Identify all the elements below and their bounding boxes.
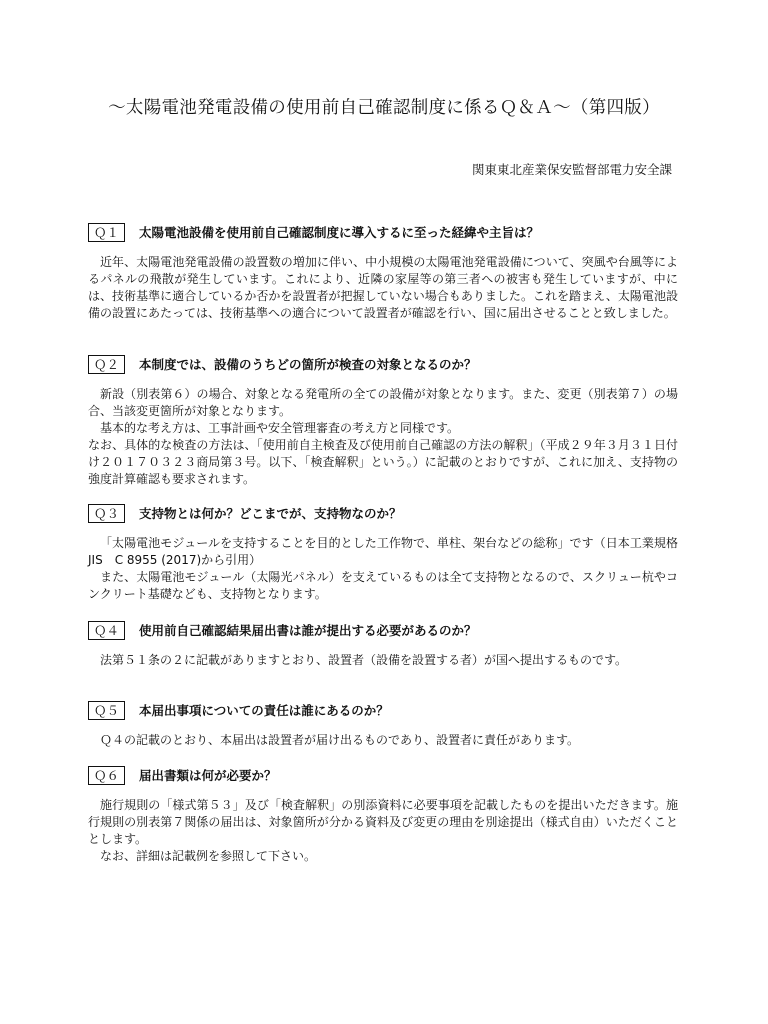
answer-text (88, 386, 678, 488)
question-text: 届出書類は何が必要か？ (139, 768, 277, 783)
answer-paragraph: 法第５１条の２に記載がありますとおり、設置者（設備を設置する者）が国へ提出するものです。 (100, 653, 628, 667)
question-text: 太陽電池設備を使用前自己確認制度に導入するに至った経緯や主旨は？ (139, 225, 540, 240)
answer-paragraph: 施行規則の「様式第５３」及び「検査解釈」の別添資料に必要事項を記載したものを提出いただきます。施行規則の別表第７関係の届出は、対象箇所が分かる資料及び変更の理由を別途提出（様式自由）いただくこととします。 (88, 798, 678, 846)
qa-section-q1 (88, 222, 678, 322)
question-label: Ｑ３ (88, 504, 125, 523)
question-text: 本制度では、設備のうちどの箇所が検査の対象となるのか？ (139, 357, 477, 372)
answer-paragraph: 近年、太陽電池発電設備の設置数の増加に伴い、中小規模の太陽電池発電設備について、突風や台風等によるパネルの飛散が発生しています。これにより、近隣の家屋等の第三者への被害も発生していますが、中には、技術基準に適合しているか否かを設置者が把握していない場合もありました。これを踏まえ、太陽電池設備の設置にあたっては、技術基準への適合について設置者が確認を行い、国に届出させることと致しました。 (88, 255, 678, 320)
question-row (88, 700, 678, 720)
answer-paragraph: 基本的な考え方は、工事計画や安全管理審査の考え方と同様です。 (100, 421, 460, 435)
answer-text (88, 535, 678, 603)
answer-paragraph: また、太陽電池モジュール（太陽光パネル）を支えているものは全て支持物となるので、スクリュー杭やコンクリート基礎なども、支持物となります。 (88, 570, 678, 601)
answer-paragraph: なお、具体的な検査の方法は、「使用前自主検査及び使用前自己確認の方法の解釈」（平成２９年３月３１日付け２０１７０３２３商局第３号。以下、「検査解釈」という。）に記載のとおりですが、これに加え、支持物の強度計算確認も要求されます。 (88, 438, 678, 486)
question-label: Ｑ１ (88, 223, 125, 242)
question-row (88, 354, 678, 374)
question-text: 本届出事項についての責任は誰にあるのか？ (139, 703, 389, 718)
question-label: Ｑ５ (88, 701, 125, 720)
question-text: 使用前自己確認結果届出書は誰が提出する必要があるのか？ (139, 623, 477, 638)
answer-text (88, 732, 678, 749)
answer-paragraph: なお、詳細は記載例を参照して下さい。 (100, 849, 317, 863)
qa-section-q6 (88, 765, 678, 865)
question-label: Ｑ４ (88, 621, 125, 640)
organization-name: 関東東北産業保安監督部電力安全課 (471, 162, 672, 177)
qa-section-q4 (88, 620, 678, 669)
qa-section-q5 (88, 700, 678, 749)
answer-paragraph: Ｑ４の記載のとおり、本届出は設置者が届け出るものであり、設置者に責任があります。 (100, 733, 580, 747)
answer-text (88, 254, 678, 322)
answer-text (88, 652, 678, 669)
question-row (88, 620, 678, 640)
document-title: ～太陽電池発電設備の使用前自己確認制度に係るＱ＆Ａ～（第四版） (108, 98, 660, 118)
answer-paragraph: 新設（別表第６）の場合、対象となる発電所の全ての設備が対象となります。また、変更（別表第７）の場合、当該変更箇所が対象となります。 (88, 387, 678, 418)
qa-section-q2 (88, 354, 678, 488)
question-row (88, 503, 678, 523)
question-label: Ｑ６ (88, 766, 125, 785)
answer-paragraph: 「太陽電池モジュールを支持することを目的とした工作物で、単柱、架台などの総称」です（日本工業規格 JIS C 8955 (2017)から引用） (88, 536, 678, 567)
question-text: 支持物とは何か？どこまでが、支持物なのか？ (139, 506, 402, 521)
question-row (88, 222, 678, 242)
question-label: Ｑ２ (88, 355, 125, 374)
question-row (88, 765, 678, 785)
qa-section-q3 (88, 503, 678, 603)
answer-text (88, 797, 678, 865)
